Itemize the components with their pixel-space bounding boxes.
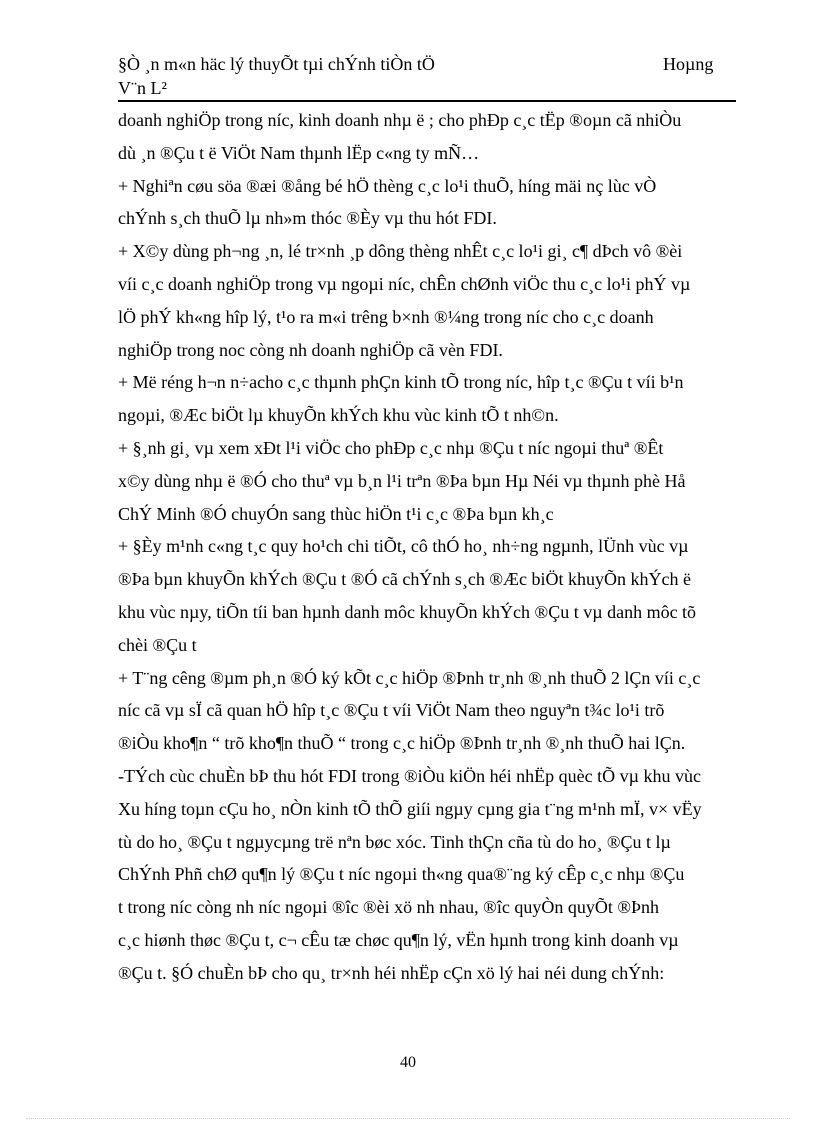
text-line: dù ¸n ®Çu t ë ViÖt Nam thµnh lËp c«ng ty mÑ…	[118, 142, 480, 163]
text-line: ®Çu t. §Ó chuÈn bÞ cho qu¸ tr×nh héi nhËp cÇn xö lý hai néi dung chÝnh:	[118, 962, 665, 983]
text-line: khu vùc nµy, tiÕn tíi ban hµnh danh môc khuyÕn khÝch ®Çu t vµ danh môc tõ	[118, 601, 697, 622]
text-line: nghiÖp trong noc còng nh doanh nghiÖp cã vèn FDI.	[118, 339, 503, 360]
page-header	[118, 52, 738, 100]
text-line: víi c¸c doanh nghiÖp trong vµ ngoµi níc, chÊn chØnh viÖc thu c¸c lo¹i phÝ vµ	[118, 273, 691, 294]
text-line: + §Èy m¹nh c«ng t¸c quy ho¹ch chi tiÕt, cô thÓ ho¸ nh÷ng ngµnh, lÜnh vùc vµ	[118, 536, 689, 557]
text-line: c¸c hiønh thøc ®Çu t, c¬ cÊu tæ chøc qu¶n lý, vËn hµnh trong kinh doanh vµ	[118, 929, 679, 950]
text-line: t trong níc còng nh níc ngoµi ®îc ®èi xö nh nhau, ®îc quyÒn quyÕt ®Þnh	[118, 897, 660, 918]
text-line: chèi ®Çu t	[118, 634, 197, 655]
text-line: -TÝch cùc chuÈn bÞ thu hót FDI trong ®iÒu kiÖn héi nhËp quèc tÕ vµ khu vùc	[118, 765, 701, 786]
text-line: + T¨ng cêng ®µm ph¸n ®Ó ký kÕt c¸c hiÖp ®Þnh tr¸nh ®¸nh thuÕ 2 lÇn víi c¸c	[118, 667, 701, 688]
text-line: x©y dùng nhµ ë ®Ó cho thuª vµ b¸n l¹i trªn ®Þa bµn Hµ Néi vµ thµnh phè Hå	[118, 470, 686, 491]
body-text	[118, 104, 736, 990]
header-author: Hoµng	[663, 54, 714, 74]
text-line: tù do ho¸ ®Çu t ngµycµng trë nªn bøc xóc. Tinh thÇn cña tù do ho¸ ®Çu t lµ	[118, 831, 671, 852]
page-number: 40	[400, 1054, 416, 1071]
text-line: Xu híng toµn cÇu ho¸ nÒn kinh tÕ thÕ giíi ngµy cµng gia t¨ng m¹nh mÏ, v× vËy	[118, 798, 702, 819]
text-line: + Më réng h¬n n÷acho c¸c thµnh phÇn kinh tÕ trong níc, hîp t¸c ®Çu t víi b¹n	[118, 372, 684, 393]
header-row	[118, 52, 738, 76]
text-line: ngoµi, ®Æc biÖt lµ khuyÕn khÝch khu vùc kinh tÕ t nh©n.	[118, 405, 559, 426]
text-line: doanh nghiÖp trong níc, kinh doanh nhµ ë ; cho phÐp c¸c tËp ®oµn cã nhiÒu	[118, 110, 682, 130]
text-line: + Nghiªn cøu söa ®æi ®ång bé hÖ thèng c¸c lo¹i thuÕ, híng mäi nç lùc vÒ	[118, 175, 657, 196]
text-line: níc cã vµ sÏ cã quan hÖ hîp t¸c ®Çu t víi ViÖt Nam theo nguyªn t¾c lo¹i trõ	[118, 700, 665, 721]
header-title: §Ò ¸n m«n häc lý thuyÕt tµi chÝnh tiÒn tÖ	[118, 54, 435, 74]
text-line: ®Þa bµn khuyÕn khÝch ®Çu t ®Ó cã chÝnh s¸ch ®Æc biÖt khuyÕn khÝch ë	[118, 569, 691, 590]
text-line: chÝnh s¸ch thuÕ lµ nh»m thóc ®Èy vµ thu hót FDI.	[118, 208, 497, 229]
text-line: ®iÒu kho¶n “ trõ kho¶n thuÕ “ trong c¸c hiÖp ®Þnh tr¸nh ®¸nh thuÕ hai lÇn.	[118, 733, 686, 754]
text-line: ChÝnh Phñ chØ qu¶n lý ®Çu t níc ngoµi th«ng qua®¨ng ký cÊp c¸c nhµ ®Çu	[118, 864, 685, 885]
header-title-continuation: V¨n L²	[118, 78, 167, 98]
text-line: + §¸nh gi¸ vµ xem xÐt l¹i viÖc cho phÐp c¸c nhµ ®Çu t níc ngoµi thuª ®Êt	[118, 437, 664, 458]
text-line: lÖ phÝ kh«ng hîp lý, t¹o ra m«i trêng b×nh ®¼ng trong níc cho c¸c doanh	[118, 306, 654, 327]
text-line: ChÝ Minh ®Ó chuyÓn sang thùc hiÖn t¹i c¸c ®Þa bµn kh¸c	[118, 503, 554, 524]
page-bottom-border	[26, 1118, 790, 1119]
text-line: + X©y dùng ph¬ng ¸n, lé tr×nh ¸p dông thèng nhÊt c¸c lo¹i gi¸ c¶ dÞch vô ®èi	[118, 241, 683, 262]
header-rule	[118, 100, 736, 102]
